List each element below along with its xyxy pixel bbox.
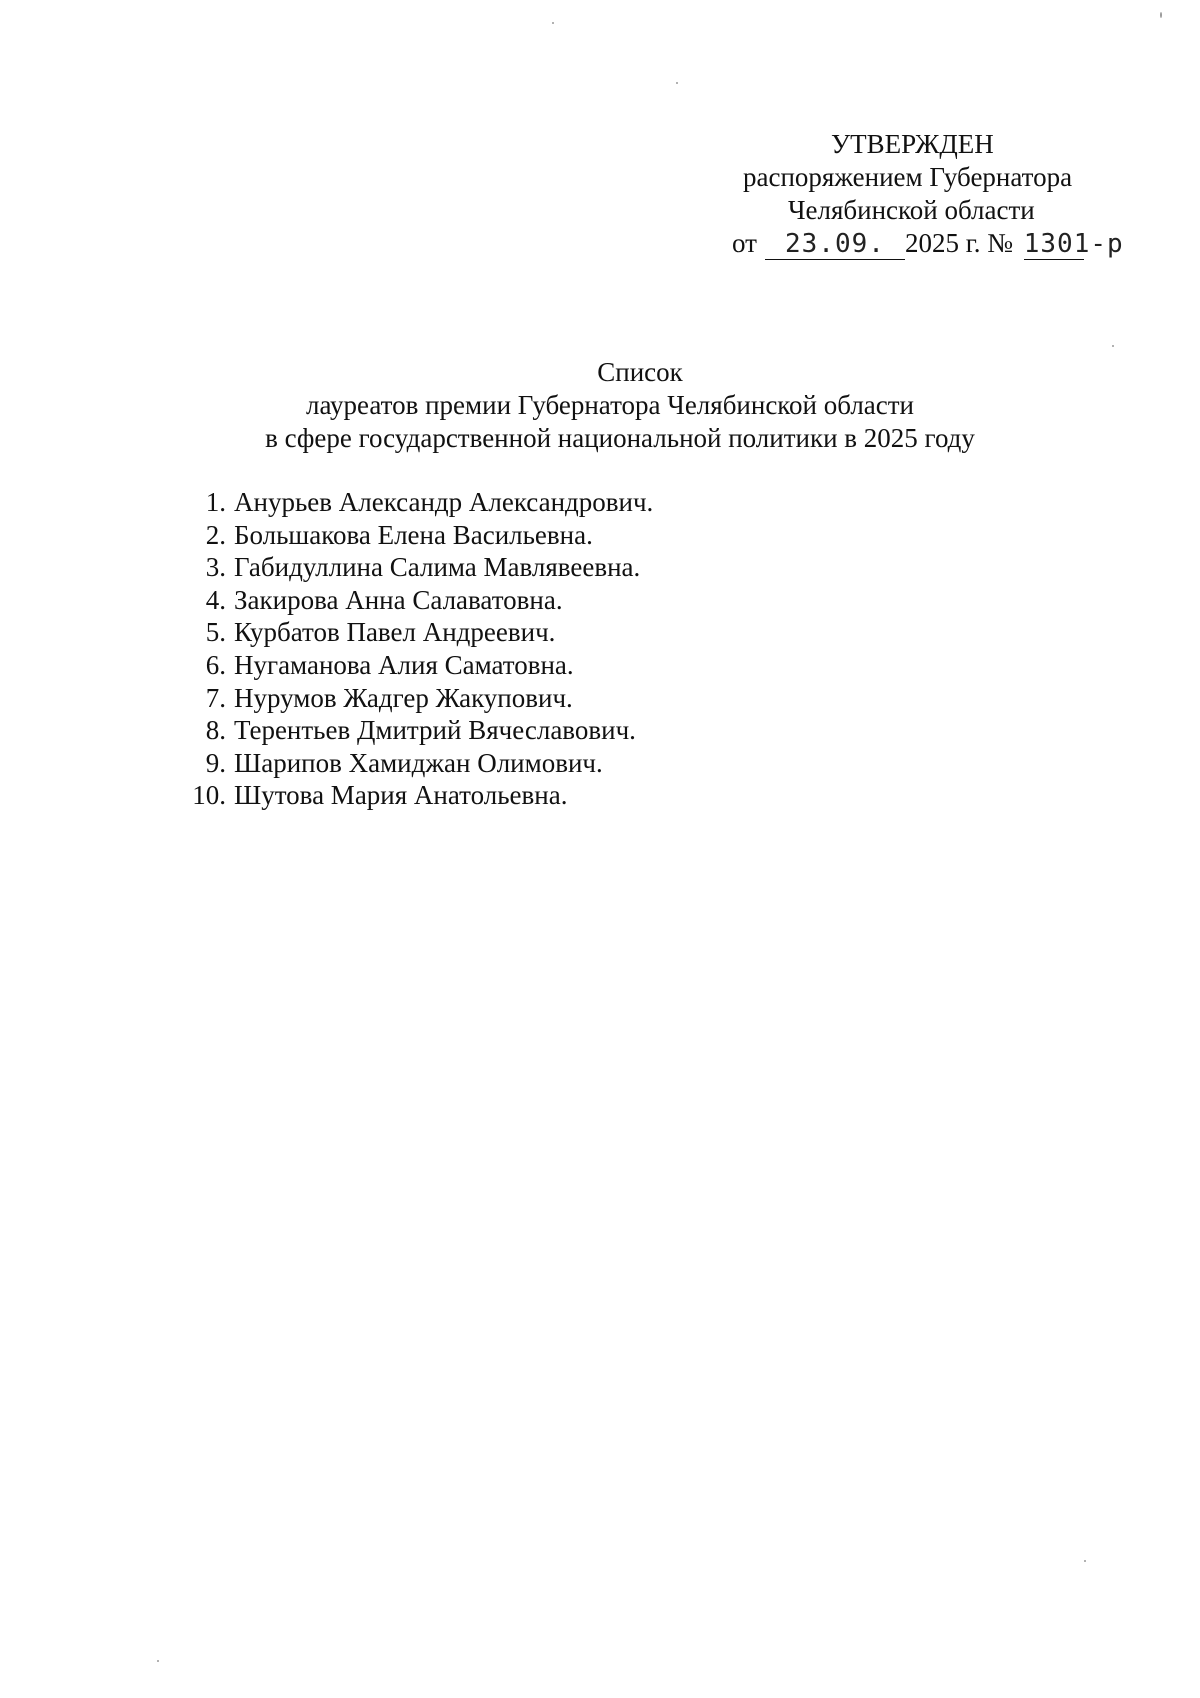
item-number: 10. — [192, 780, 226, 811]
laureate-name: Терентьев Дмитрий Вячеславович. — [234, 715, 636, 746]
item-number: 1. — [205, 487, 226, 517]
laureate-name: Нурумов Жадгер Жакупович. — [234, 682, 573, 713]
list-item — [188, 519, 653, 552]
approval-issuer: распоряжением Губернатора — [743, 162, 1073, 192]
item-number: 2. — [205, 519, 226, 550]
laureate-name: Большакова Елена Васильевна. — [234, 519, 593, 550]
scan-speck — [1160, 12, 1162, 18]
list-item — [188, 682, 653, 715]
laureate-name: Анурьев Александр Александрович. — [234, 487, 654, 517]
scan-speck — [1112, 345, 1114, 347]
laureates-list — [188, 486, 653, 812]
item-number: 6. — [205, 649, 226, 680]
subheading-line-2: в сфере государственной национальной политики в 2025 году — [265, 423, 975, 453]
laureate-name: Шарипов Хамиджан Олимович. — [234, 747, 603, 778]
laureate-name: Шутова Мария Анатольевна. — [234, 780, 568, 811]
date-prefix: от — [732, 228, 757, 258]
document-title — [0, 356, 1200, 455]
approval-region: Челябинской области — [788, 195, 1035, 225]
list-item — [188, 584, 653, 617]
heading: Список — [597, 357, 683, 387]
item-number: 4. — [205, 584, 226, 615]
scan-speck — [552, 22, 554, 24]
laureate-name: Закирова Анна Салаватовна. — [234, 584, 563, 615]
list-item — [188, 649, 653, 682]
item-number: 8. — [205, 715, 226, 746]
list-item — [188, 616, 653, 649]
list-item — [188, 714, 653, 747]
list-item — [188, 747, 653, 780]
list-item — [188, 551, 653, 584]
item-number: 7. — [205, 682, 226, 713]
laureate-name: Нугаманова Алия Саматовна. — [234, 649, 574, 680]
year-suffix: 2025 г. № — [904, 228, 1013, 258]
laureate-name: Габидуллина Салима Мавлявеевна. — [234, 552, 641, 583]
approval-date-row — [732, 227, 1124, 260]
order-number: 1301-р — [1023, 229, 1124, 259]
item-number: 5. — [205, 617, 226, 648]
laureate-name: Курбатов Павел Андреевич. — [234, 617, 556, 648]
scan-speck — [1084, 1560, 1086, 1562]
approval-date: 23.09. — [765, 229, 905, 260]
item-number: 3. — [205, 552, 226, 583]
list-item — [188, 486, 653, 519]
approval-title: УТВЕРЖДЕН — [831, 129, 994, 159]
subheading-line-1: лауреатов премии Губернатора Челябинской области — [305, 390, 915, 420]
scan-speck — [676, 82, 678, 84]
scan-speck — [157, 1660, 159, 1662]
item-number: 9. — [205, 747, 226, 778]
list-item — [188, 779, 653, 812]
